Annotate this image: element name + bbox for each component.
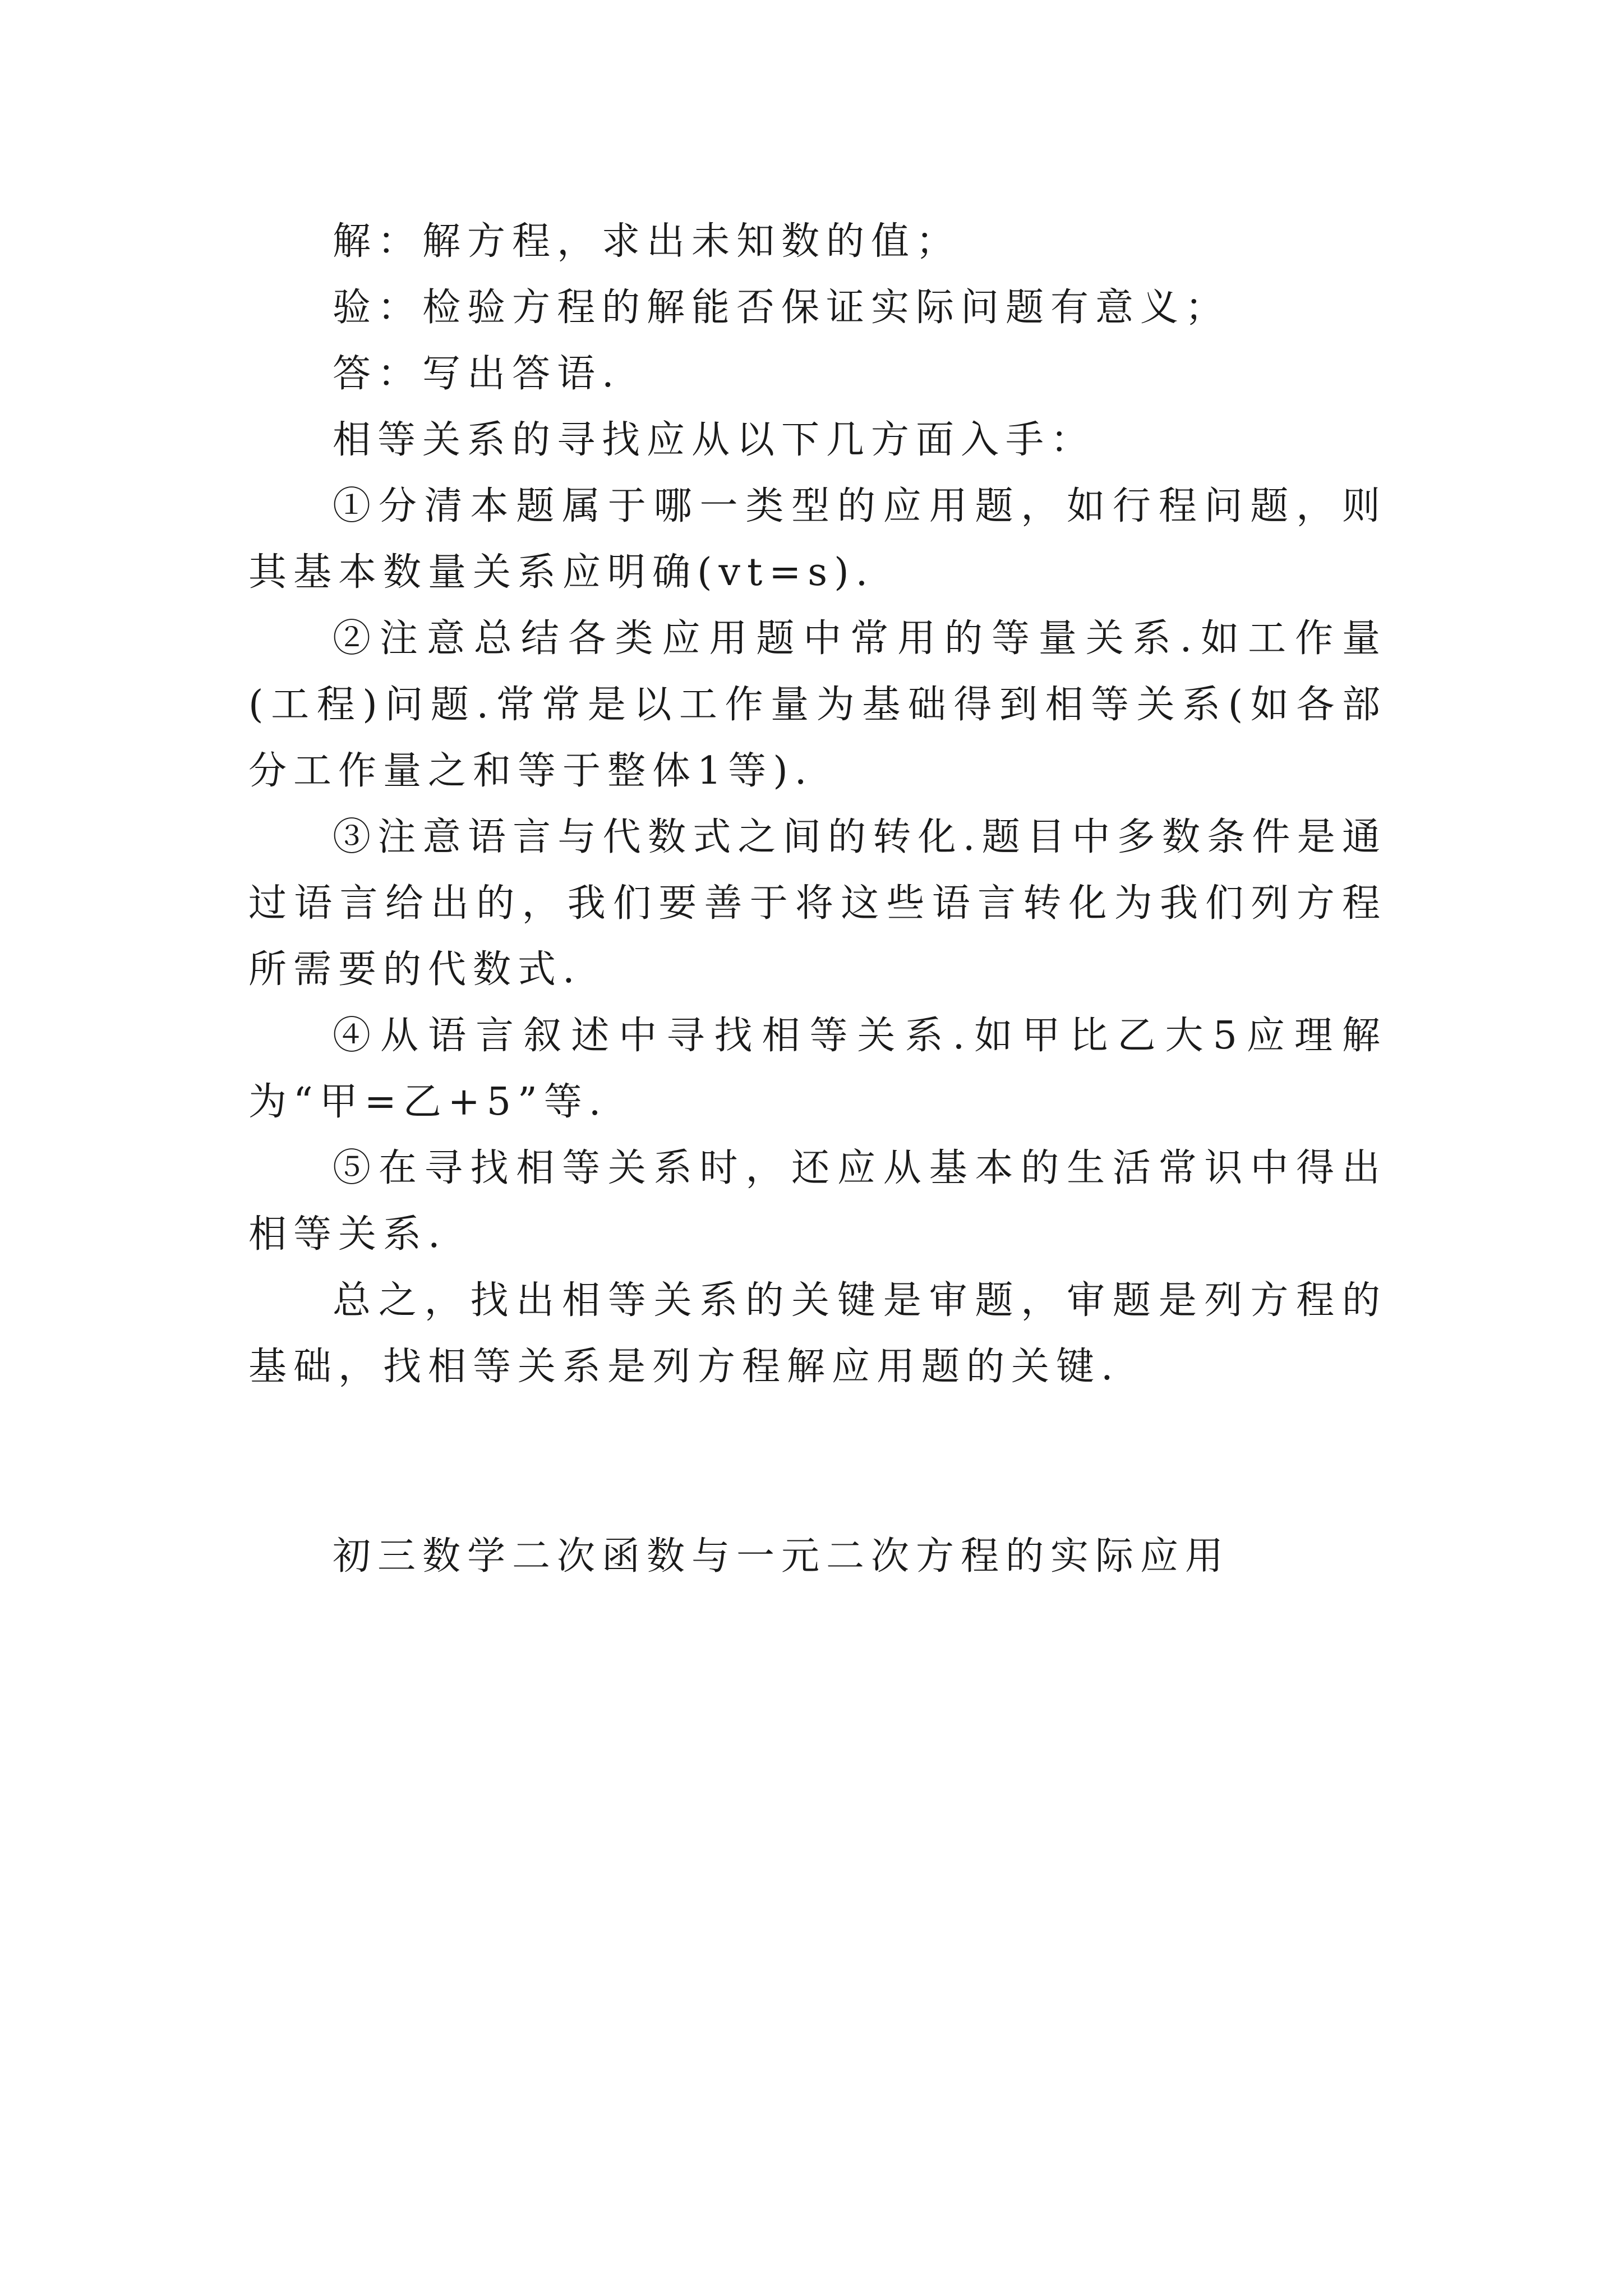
paragraph-verify: 验：检验方程的解能否保证实际问题有意义； <box>333 286 1230 330</box>
section-heading: 初三数学二次函数与一元二次方程的实际应用 <box>333 1534 1230 1579</box>
paragraph-point-4: ④从语言叙述中寻找相等关系.如甲比乙大5应理解为“甲=乙+5”等. <box>248 1014 1387 1124</box>
paragraph-summary: 总之，找出相等关系的关键是审题，审题是列方程的基础，找相等关系是列方程解应用题的关键. <box>248 1278 1387 1389</box>
paragraph-point-3: ③注意语言与代数式之间的转化.题目中多数条件是通过语言给出的，我们要善于将这些语言转化为我们列方程所需要的代数式. <box>248 815 1387 992</box>
paragraph-point-1: ①分清本题属于哪一类型的应用题，如行程问题，则其基本数量关系应明确(vt=s). <box>248 484 1387 595</box>
paragraph-point-5: ⑤在寻找相等关系时，还应从基本的生活常识中得出相等关系. <box>248 1146 1387 1257</box>
paragraph-solve: 解：解方程，求出未知数的值； <box>333 219 961 264</box>
paragraph-answer: 答：写出答语. <box>333 352 621 396</box>
paragraph-point-2: ②注意总结各类应用题中常用的等量关系.如工作量(工程)问题.常常是以工作量为基础得到相等关系(如各部分工作量之和等于整体1等). <box>248 616 1387 793</box>
body-text <box>248 209 1387 1590</box>
paragraph-intro: 相等关系的寻找应从以下几方面入手： <box>333 418 1096 462</box>
